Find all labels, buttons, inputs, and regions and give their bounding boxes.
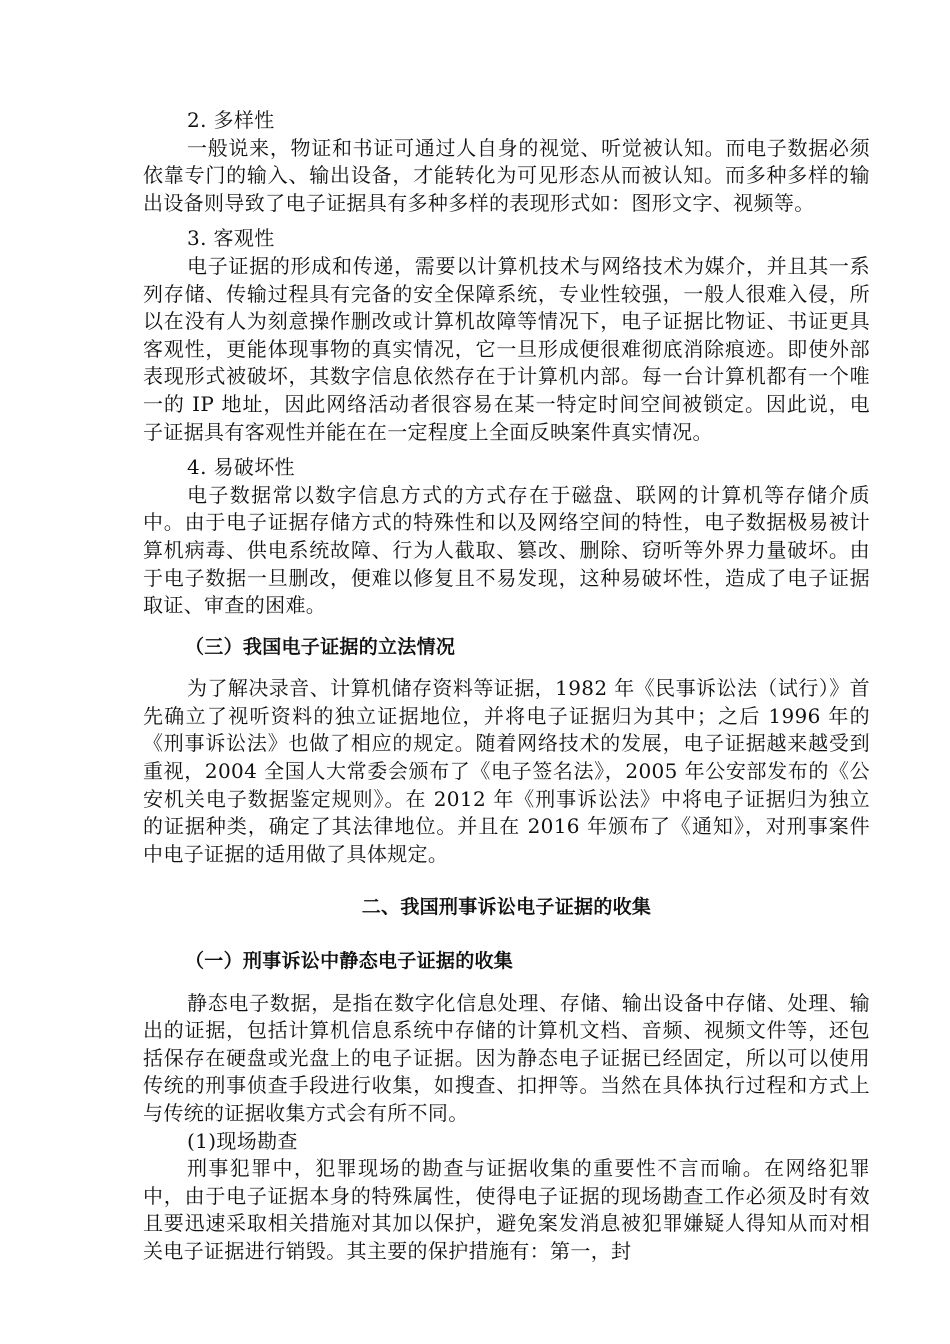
paragraph-fragility: 电子数据常以数字信息方式的方式存在于磁盘、联网的计算机等存储介质中。由于电子证据存储方式的特殊性和以及网络空间的特性，电子数据极易被计算机病毒、供电系统故障、行为人截取、篡改、删除、窃听等外界力量破坏。由于电子数据一旦删改，便难以修复且不易发现，这种易破坏性，造成了电子证据取证、审查的困难。 <box>143 482 870 618</box>
paragraph-objectivity: 电子证据的形成和传递，需要以计算机技术与网络技术为媒介，并且其一系列存储、传输过程具有完备的安全保障系统，专业性较强，一般人很难入侵，所以在没有人为刻意操作删改或计算机故障等情况下，电子证据比物证、书证更具客观性，更能体现事物的真实情况，它一旦形成便很难彻底消除痕迹。即使外部表现形式被破坏，其数字信息依然存在于计算机内部。每一台计算机都有一个唯一的 IP 地址，因此网络活动者很容易在某一特定时间空间被锁定。因此说，电子证据具有客观性并能在在一定程度上全面反映案件真实情况。 <box>143 253 870 444</box>
section-heading-legislation: （三）我国电子证据的立法情况 <box>185 635 456 658</box>
spacer <box>143 217 870 225</box>
paragraph-diversity: 一般说来，物证和书证可通过人自身的视觉、听觉被认知。而电子数据必须依靠专门的输入、输出设备，才能转化为可见形态从而被认知。而多种多样的输出设备则导致了电子证据具有多种多样的表现形式如：图形文字、视频等。 <box>143 135 870 215</box>
subheading-diversity: 2. 多样性 <box>187 108 275 132</box>
chapter-heading: 二、我国刑事诉讼电子证据的收集 <box>361 896 652 919</box>
spacer <box>143 661 870 675</box>
subheading-site-inspection: (1)现场勘查 <box>187 1128 298 1153</box>
paragraph-site-inspection: 刑事犯罪中，犯罪现场的勘查与证据收集的重要性不言而喻。在网络犯罪中，由于电子证据本身的特殊属性，使得电子证据的现场勘查工作必须及时有效且要迅速采取相关措施对其加以保护，避免案发消息被犯罪嫌疑人得知从而对相关电子证据进行销毁。其主要的保护措施有：第一，封 <box>143 1156 870 1263</box>
spacer <box>143 620 870 634</box>
document-page <box>143 107 870 1266</box>
spacer <box>143 868 870 894</box>
paragraph-static-evidence: 静态电子数据，是指在数字化信息处理、存储、输出设备中存储、处理、输出的证据，包括计算机信息系统中存储的计算机文档、音频、视频文件等，还包括保存在硬盘或光盘上的电子证据。因为静态电子证据已经固定，所以可以使用传统的刑事侦查手段进行收集，如搜查、扣押等。当然在具体执行过程和方式上与传统的证据收集方式会有所不同。 <box>143 990 870 1125</box>
spacer <box>143 446 870 454</box>
paragraph-legislation: 为了解决录音、计算机储存资料等证据，1982 年《民事诉讼法（试行）》首先确立了视听资料的独立证据地位，并将电子证据归为其中；之后 1996 年的《刑事诉讼法》也做了相应的规定。随着网络技术的发展，电子证据越来越受到重视，2004 全国人大常委会颁布了《电子签名法》，2005 年公安部发布的《公安机关电子数据鉴定规则》。在 2012 年《刑事诉讼法》中将电子证据归为独立的证据种类，确定了其法律地位。并且在 2016 年颁布了《通知》，对刑事案件中电子证据的适用做了具体规定。 <box>143 676 870 866</box>
spacer <box>143 922 870 948</box>
spacer <box>143 976 870 990</box>
section-heading-static-evidence: （一）刑事诉讼中静态电子证据的收集 <box>185 950 514 973</box>
subheading-fragility: 4. 易破坏性 <box>187 455 295 480</box>
subheading-objectivity: 3. 客观性 <box>187 226 275 251</box>
